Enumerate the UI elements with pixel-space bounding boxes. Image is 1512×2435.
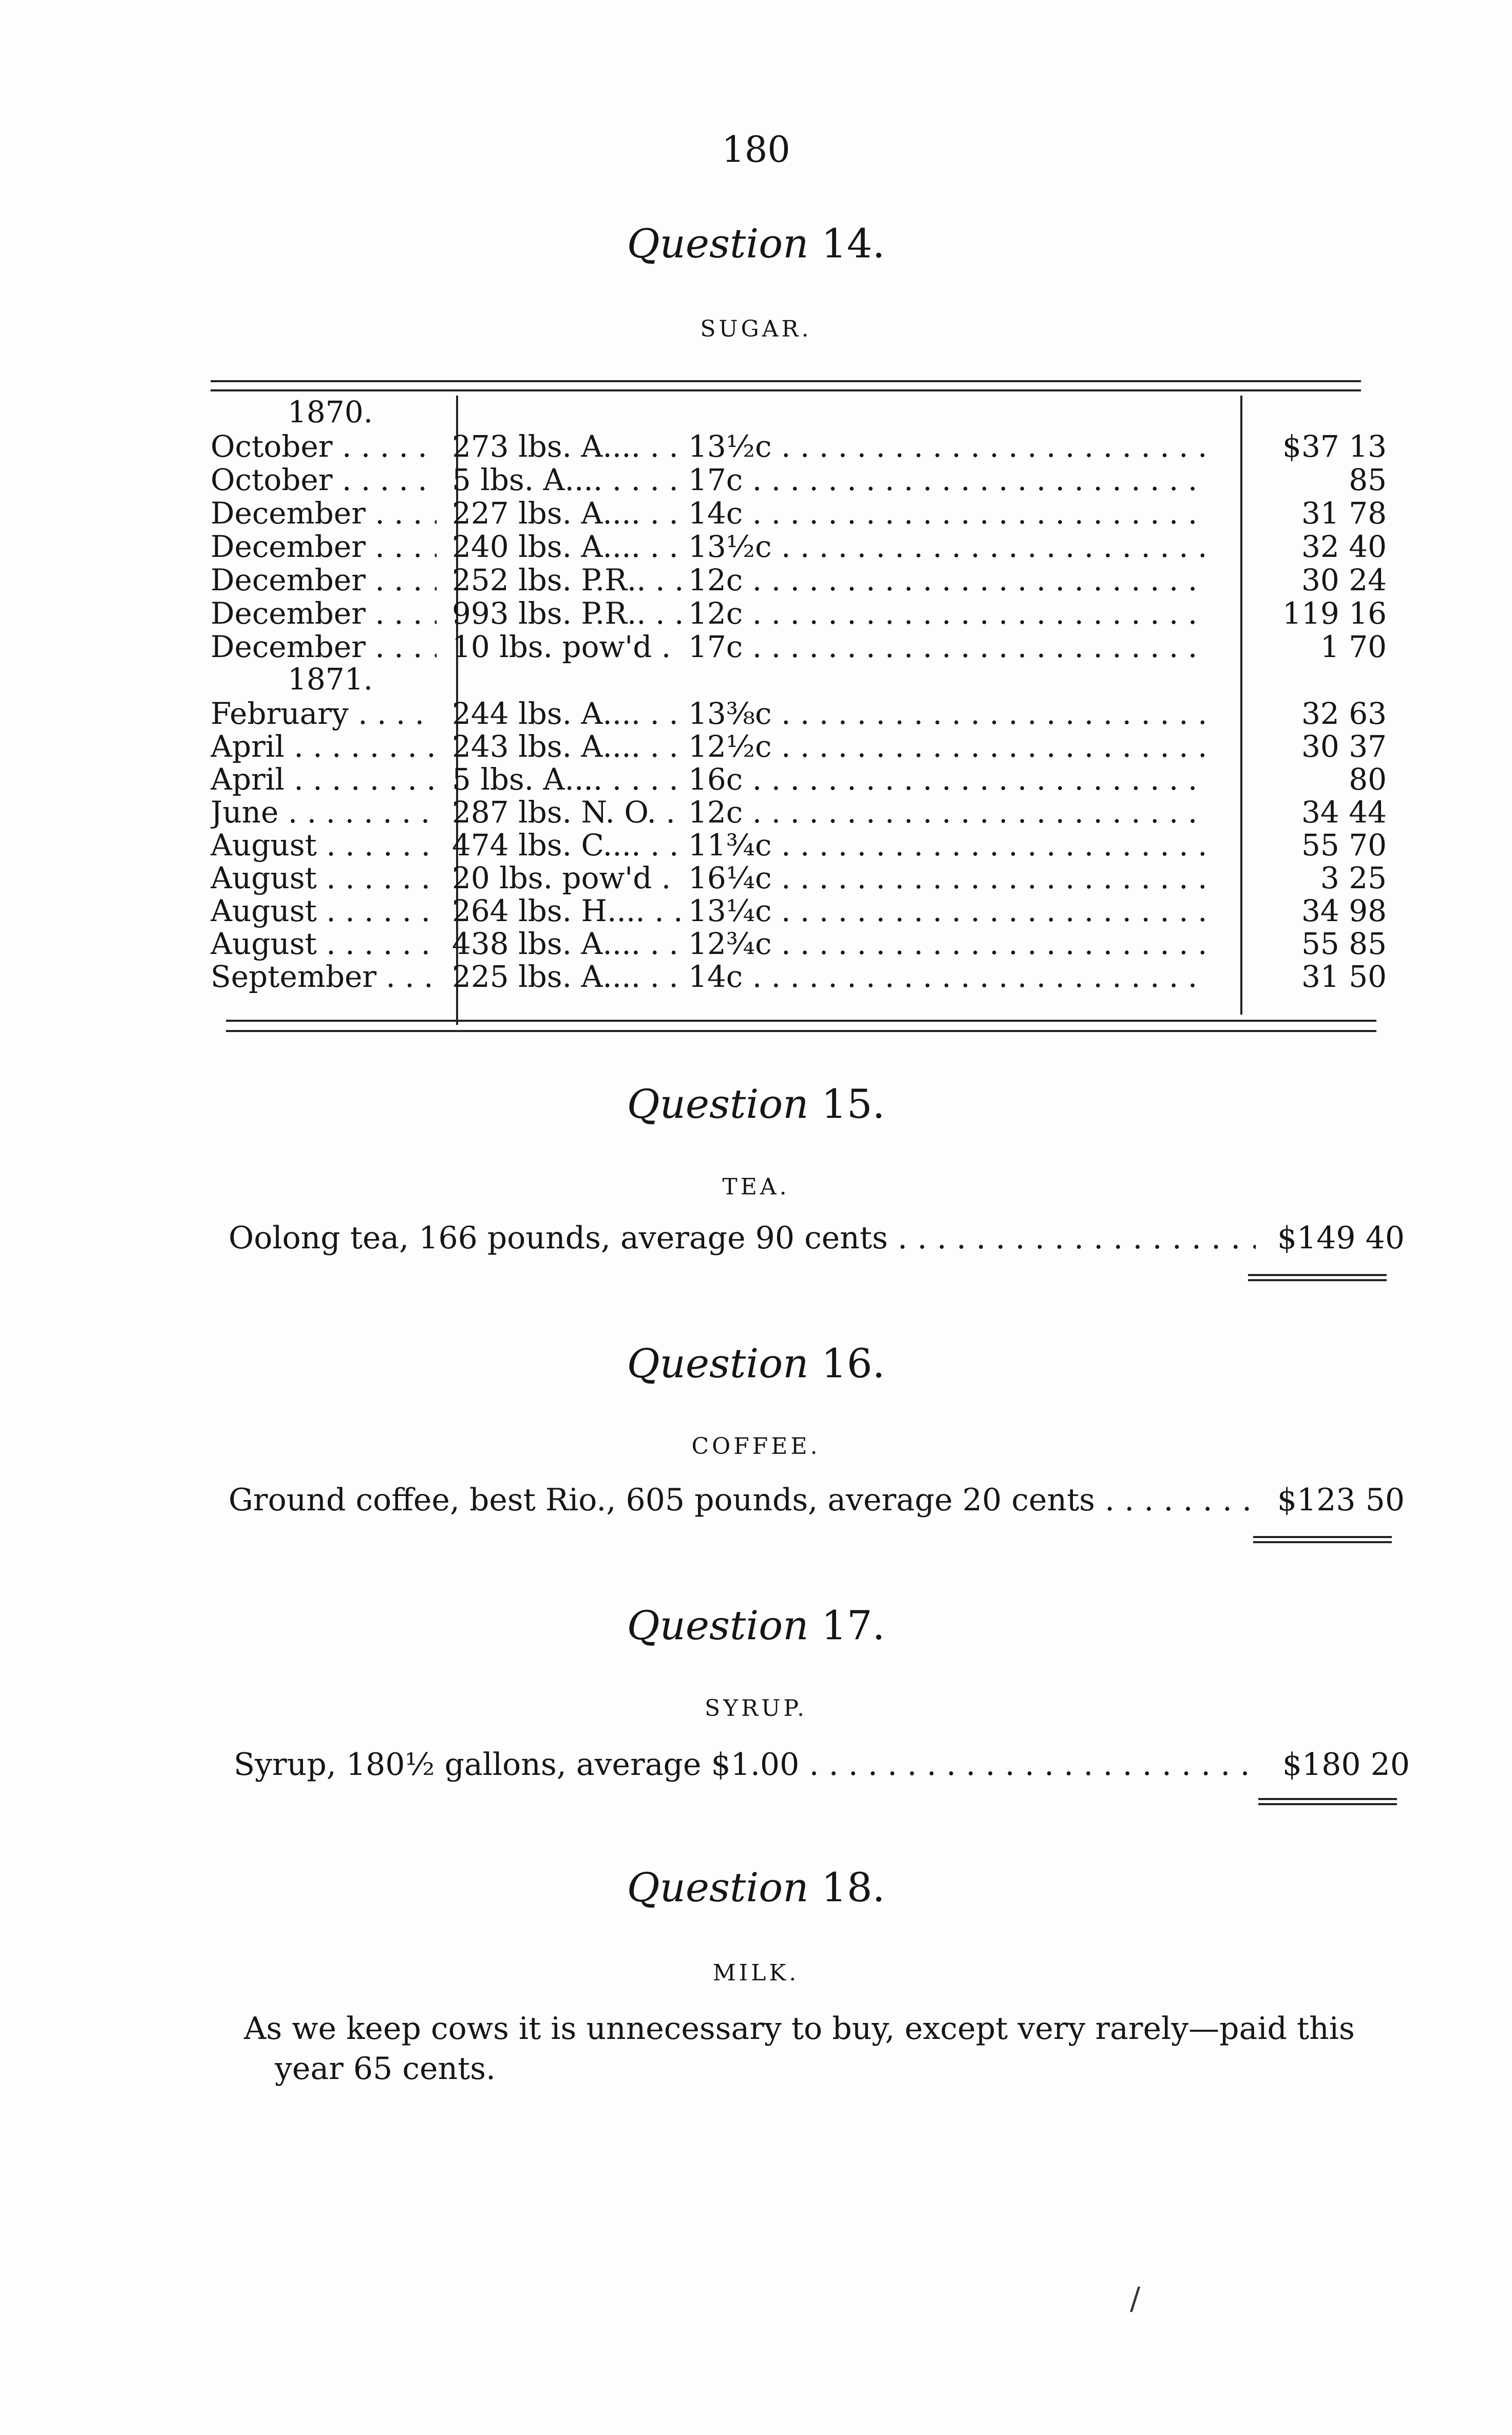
table-row (211, 828, 1392, 864)
amount-cell: 31 78 (1301, 496, 1387, 531)
year-label-1870: 1870. (288, 395, 373, 429)
table-row (211, 429, 1392, 465)
syrup-entry (234, 1747, 1415, 1788)
amount-cell: 32 40 (1301, 529, 1387, 564)
amount-cell: 119 16 (1282, 596, 1387, 631)
tea-entry (229, 1220, 1410, 1261)
table-row (211, 563, 1392, 598)
price-cell: 14c . . . (688, 496, 1207, 531)
month-cell: December . . . (211, 529, 437, 564)
amount-cell: 1 70 (1320, 629, 1387, 664)
section-title-syrup: SYRUP. (704, 1695, 808, 1721)
month-cell: December . . . (211, 629, 437, 664)
price-cell: 12½c . . . (688, 729, 1207, 764)
price-cell: 12c . . . (688, 795, 1207, 830)
question-label: Question (627, 1341, 809, 1387)
milk-paragraph (244, 2009, 1425, 2089)
quantity-cell: 10 lbs. pow'd . . . (452, 629, 683, 664)
quantity-cell: 227 lbs. A.... . . . (452, 496, 683, 531)
tea-description: Oolong tea, 166 pounds, average 90 cents . . . (229, 1220, 1256, 1256)
table-row (211, 596, 1392, 632)
page-number: 180 (722, 128, 790, 171)
amount-cell: 34 98 (1301, 893, 1387, 928)
quantity-cell: 5 lbs. A.... . . . (452, 762, 683, 797)
total-double-rule (1248, 1274, 1387, 1281)
question-15-heading (0, 1081, 1512, 1128)
price-cell: 12c . . . (688, 563, 1207, 597)
month-cell: August . . . (211, 926, 437, 961)
amount-cell: 55 70 (1301, 828, 1387, 863)
amount-cell: 34 44 (1301, 795, 1387, 830)
coffee-amount: $123 50 (1277, 1482, 1405, 1518)
question-number: 18. (821, 1865, 885, 1911)
month-cell: September . . . (211, 959, 437, 994)
month-cell: August . . . (211, 860, 437, 895)
month-cell: April . . . (211, 762, 437, 797)
price-cell: 13½c . . . (688, 529, 1207, 564)
quantity-cell: 243 lbs. A.... . . . (452, 729, 683, 764)
question-number: 14. (821, 221, 885, 267)
stray-pen-mark: / (1130, 2281, 1141, 2317)
quantity-cell: 264 lbs. H.... . . . (452, 893, 683, 928)
amount-cell: 85 (1349, 462, 1387, 497)
amount-cell: 30 37 (1301, 729, 1387, 764)
question-18-heading (0, 1865, 1512, 1911)
question-label: Question (627, 221, 809, 267)
question-label: Question (627, 1865, 809, 1911)
amount-cell: 55 85 (1301, 926, 1387, 961)
coffee-entry (229, 1482, 1410, 1523)
coffee-description: Ground coffee, best Rio., 605 pounds, average 20 cents . . . (229, 1482, 1256, 1518)
price-cell: 16c . . . (688, 762, 1207, 797)
month-cell: October . . . (211, 462, 437, 497)
question-label: Question (627, 1603, 809, 1649)
question-14-heading (0, 221, 1512, 267)
table-row (211, 762, 1392, 798)
table-row (211, 462, 1392, 498)
question-number: 17. (821, 1603, 885, 1649)
quantity-cell: 993 lbs. P.R.. . . . (452, 596, 683, 631)
section-title-coffee: COFFEE. (691, 1433, 821, 1459)
price-cell: 13½c . . . (688, 429, 1207, 464)
table-row (211, 729, 1392, 765)
amount-cell: 80 (1349, 762, 1387, 797)
month-cell: June . . . (211, 795, 437, 830)
amount-cell: 32 63 (1301, 696, 1387, 731)
table-row (211, 860, 1392, 896)
question-17-heading (0, 1603, 1512, 1649)
milk-text-line-2: year 65 cents. (275, 2051, 496, 2087)
price-cell: 12¾c . . . (688, 926, 1207, 961)
month-cell: December . . . (211, 496, 437, 531)
amount-cell: 30 24 (1301, 563, 1387, 597)
year-label-1871: 1871. (288, 662, 373, 697)
table-top-rule (211, 380, 1361, 382)
table-row (211, 795, 1392, 831)
syrup-description: Syrup, 180½ gallons, average $1.00 . . . (234, 1747, 1261, 1783)
table-row (211, 926, 1392, 962)
month-cell: December . . . (211, 596, 437, 631)
table-bottom-rule (226, 1020, 1376, 1022)
price-cell: 14c . . . (688, 959, 1207, 994)
month-cell: December . . . (211, 563, 437, 597)
price-cell: 11¾c . . . (688, 828, 1207, 863)
quantity-cell: 273 lbs. A.... . . . (452, 429, 683, 464)
table-row (211, 529, 1392, 565)
table-row (211, 496, 1392, 532)
quantity-cell: 5 lbs. A.... . . . (452, 462, 683, 497)
month-cell: August . . . (211, 893, 437, 928)
quantity-cell: 287 lbs. N. O. . . . (452, 795, 683, 830)
quantity-cell: 240 lbs. A.... . . . (452, 529, 683, 564)
month-cell: August . . . (211, 828, 437, 863)
month-cell: October . . . (211, 429, 437, 464)
section-title-milk: MILK. (712, 1960, 800, 1986)
section-title-sugar: SUGAR. (700, 316, 812, 342)
question-label: Question (627, 1081, 809, 1128)
price-cell: 17c . . . (688, 629, 1207, 664)
price-cell: 12c . . . (688, 596, 1207, 631)
milk-text-line-1: As we keep cows it is unnecessary to buy, except very rarely—paid this (244, 2011, 1355, 2047)
amount-cell: $37 13 (1282, 429, 1387, 464)
quantity-cell: 20 lbs. pow'd . . . (452, 860, 683, 895)
table-row (211, 696, 1392, 732)
question-number: 15. (821, 1081, 885, 1128)
total-double-rule (1253, 1536, 1392, 1543)
quantity-cell: 438 lbs. A.... . . . (452, 926, 683, 961)
table-row (211, 959, 1392, 995)
month-cell: February . . . (211, 696, 437, 731)
price-cell: 16¼c . . . (688, 860, 1207, 895)
price-cell: 13⅜c . . . (688, 696, 1207, 731)
table-top-rule-2 (211, 389, 1361, 391)
price-cell: 17c . . . (688, 462, 1207, 497)
syrup-amount: $180 20 (1282, 1747, 1410, 1783)
price-cell: 13¼c . . . (688, 893, 1207, 928)
question-16-heading (0, 1341, 1512, 1387)
section-title-tea: TEA. (722, 1174, 790, 1200)
table-row (211, 629, 1392, 665)
amount-cell: 31 50 (1301, 959, 1387, 994)
quantity-cell: 225 lbs. A.... . . . (452, 959, 683, 994)
month-cell: April . . . (211, 729, 437, 764)
quantity-cell: 474 lbs. C.... . . . (452, 828, 683, 863)
quantity-cell: 244 lbs. A.... . . . (452, 696, 683, 731)
question-number: 16. (821, 1341, 885, 1387)
table-bottom-rule-2 (226, 1030, 1376, 1032)
table-row (211, 893, 1392, 929)
tea-amount: $149 40 (1277, 1220, 1405, 1256)
amount-cell: 3 25 (1320, 860, 1387, 895)
total-double-rule (1258, 1798, 1397, 1805)
quantity-cell: 252 lbs. P.R.. . . . (452, 563, 683, 597)
